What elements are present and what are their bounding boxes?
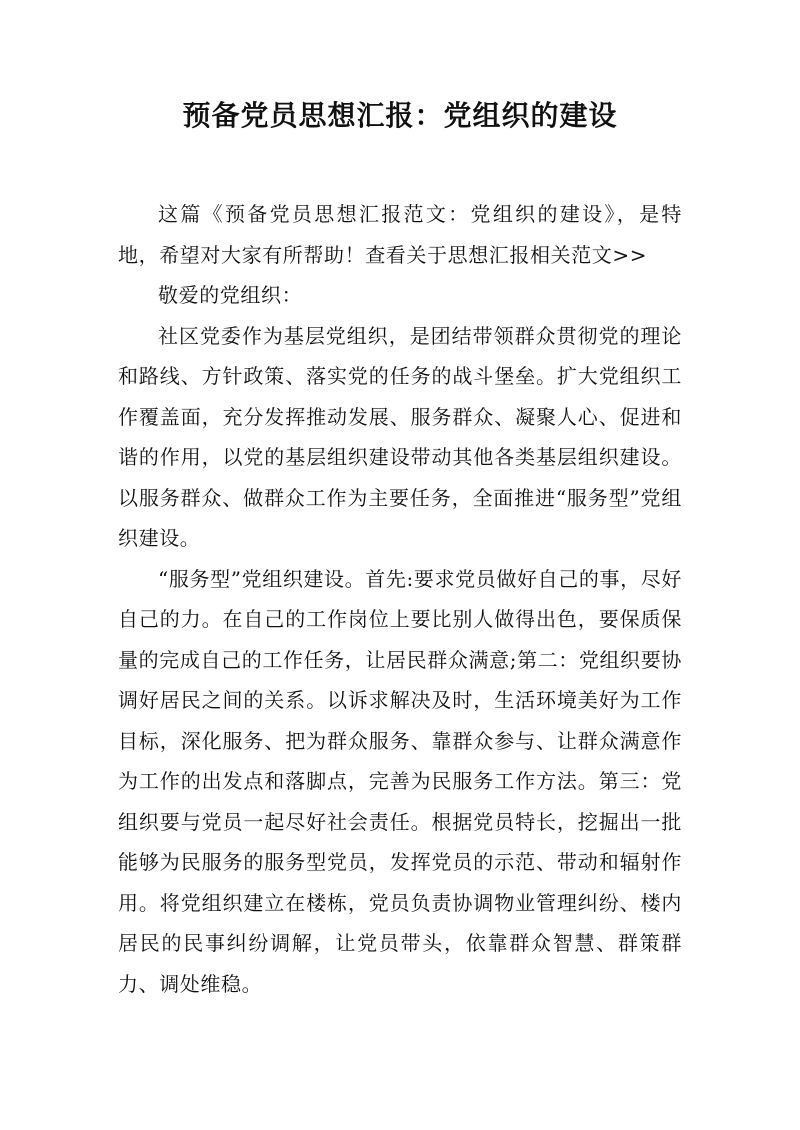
document-title: 预备党员思想汇报：党组织的建设 [182,99,618,132]
document-body [118,194,682,1004]
intro-paragraph: 这篇《预备党员思想汇报范文：党组织的建设》，是特地，希望对大家有所帮助！查看关于思想汇报相关范文>> [118,202,682,267]
body-paragraph: “服务型”党组织建设。首先:要求党员做好自己的事，尽好自己的力。在自己的工作岗位上要比别人做得出色，要保质保量的完成自己的工作任务，让居民群众满意;第二：党组织要协调好居民之间的关系。以诉求解决及时，生活环境美好为工作目标，深化服务、把为群众服务、靠群众参与、让群众满意作为工作的出发点和落脚点，完善为民服务工作方法。第三：党组织要与党员一起尽好社会责任。根据党员特长，挖掘出一批能够为民服务的服务型党员，发挥党员的示范、带动和辐射作用。将党组织建立在楼栋，党员负责协调物业管理纠纷、楼内居民的民事纠纷调解，让党员带头，依靠群众智慧、群策群力、调处维稳。 [118,566,682,996]
body-paragraph: 社区党委作为基层党组织，是团结带领群众贯彻党的理论和路线、方针政策、落实党的任务的战斗堡垒。扩大党组织工作覆盖面，充分发挥推动发展、服务群众、凝聚人心、促进和谐的作用，以党的基层组织建设带动其他各类基层组织建设。以服务群众、做群众工作为主要任务，全面推进“服务型”党组织建设。 [118,323,682,550]
salutation: 敬爱的党组织： [158,283,303,307]
